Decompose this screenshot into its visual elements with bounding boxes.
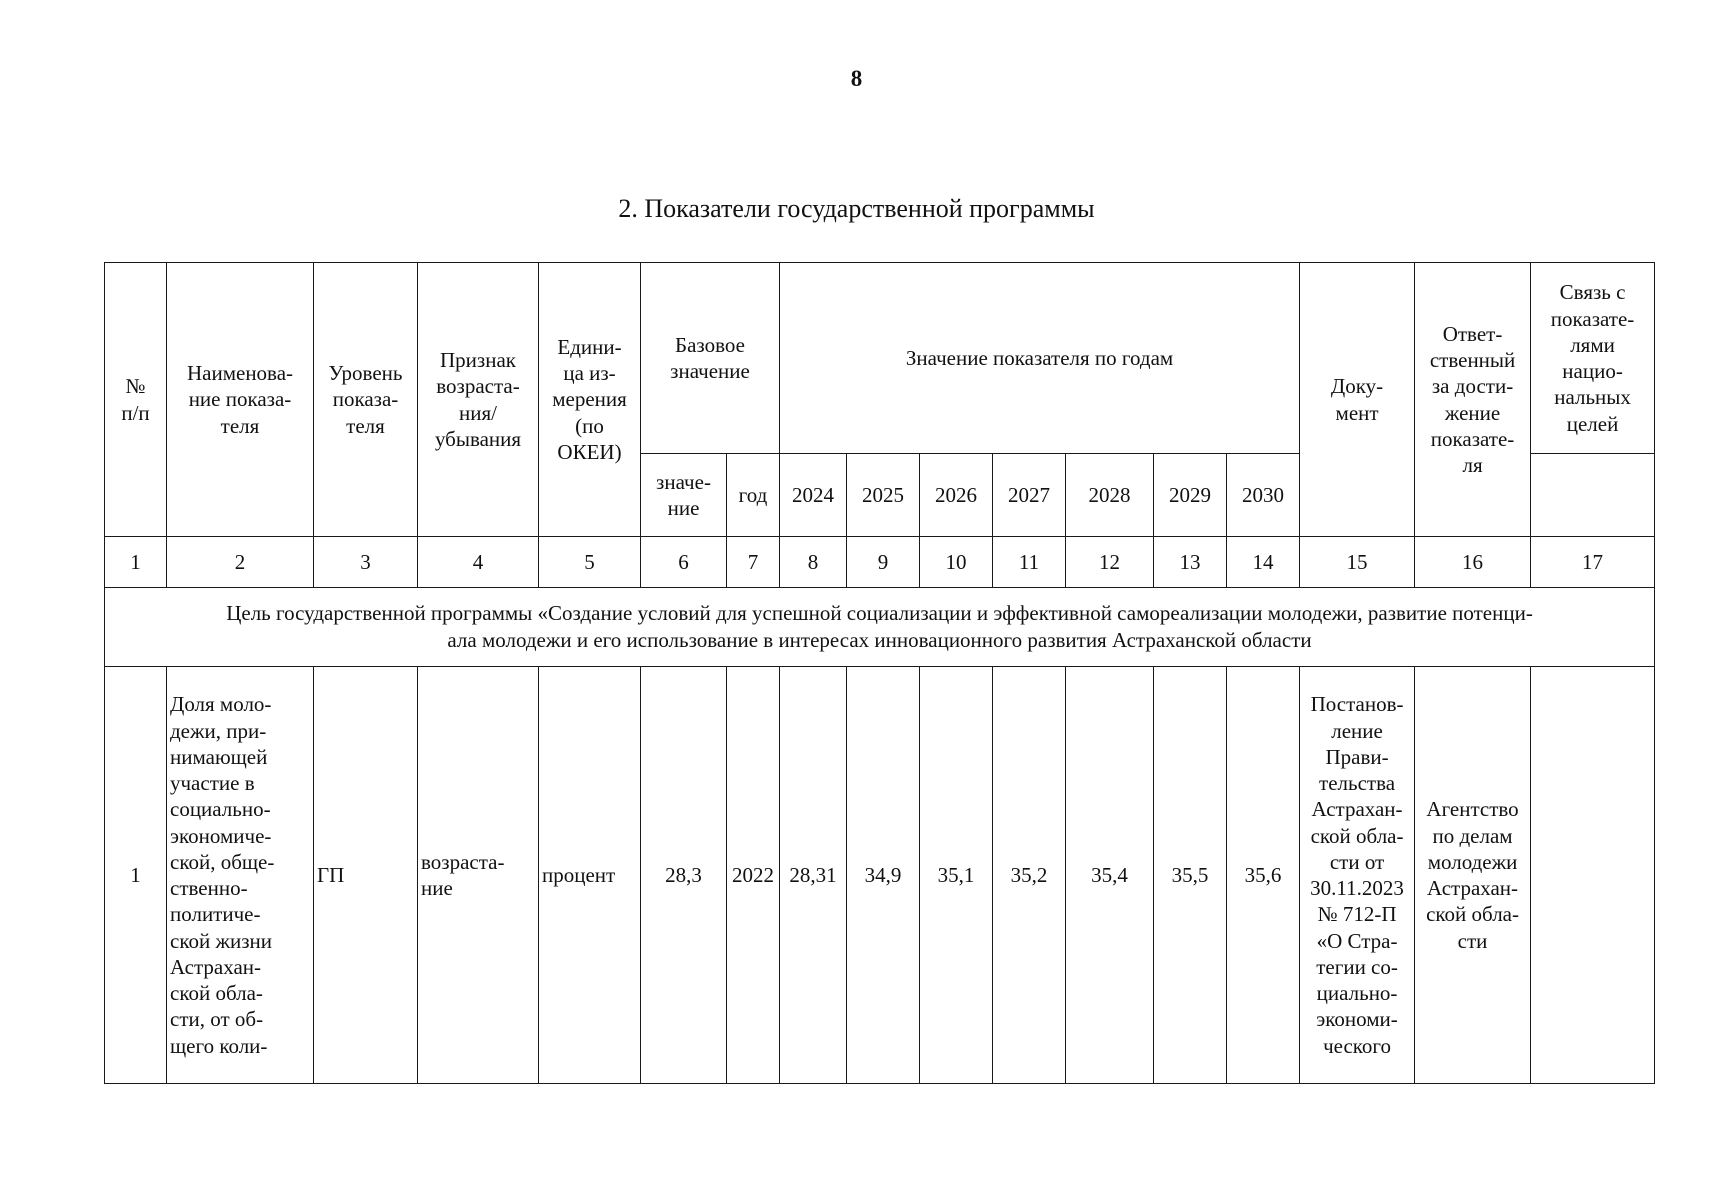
header-responsible: Ответ- ственный за дости- жение показате- ля	[1415, 263, 1531, 537]
page-number: 8	[850, 66, 863, 91]
column-number: 16	[1415, 537, 1531, 588]
header-name: Наименова- ние показа- теля	[167, 263, 314, 537]
row-value-year: 35,1	[920, 667, 993, 1084]
header-year: 2027	[993, 454, 1066, 537]
column-number: 2	[167, 537, 314, 588]
column-number: 6	[641, 537, 727, 588]
row-document: Постанов- ление Прави- тельства Астрахан- ской обла- сти от 30.11.2023 № 712-П «О Стра- тегии со- циально- экономи- ческого	[1300, 667, 1415, 1084]
column-number: 14	[1227, 537, 1300, 588]
row-indicator-name: Доля моло- дежи, при- нимающей участие в социально- экономиче- ской, обще- ственно- политиче- ской жизни Астрахан- ской обла- сти, от об- щего коли-	[167, 667, 314, 1084]
row-value-year: 28,31	[780, 667, 847, 1084]
column-number: 1	[105, 537, 167, 588]
goal-row	[105, 588, 1655, 667]
row-link	[1531, 667, 1655, 1084]
header-num: № п/п	[105, 263, 167, 537]
header-year: 2028	[1066, 454, 1154, 537]
row-responsible: Агентство по делам молодежи Астрахан- ской обла- сти	[1415, 667, 1531, 1084]
table-row	[105, 667, 1655, 1084]
header-base-value: значе- ние	[641, 454, 727, 537]
header-row	[105, 263, 1655, 454]
column-number: 12	[1066, 537, 1154, 588]
header-unit: Едини- ца из- мерения (по ОКЕИ)	[539, 263, 641, 537]
column-number: 17	[1531, 537, 1655, 588]
section-title: 2. Показатели государственной программы	[618, 194, 1095, 223]
row-value-year: 35,6	[1227, 667, 1300, 1084]
column-number: 15	[1300, 537, 1415, 588]
header-level: Уровень показа- теля	[314, 263, 418, 537]
row-base-value: 28,3	[641, 667, 727, 1084]
row-value-year: 35,5	[1154, 667, 1227, 1084]
row-num: 1	[105, 667, 167, 1084]
row-value-year: 35,4	[1066, 667, 1154, 1084]
header-year: 2025	[847, 454, 920, 537]
header-link: Связь с показате- лями нацио- нальных целей	[1531, 263, 1655, 454]
row-value-year: 34,9	[847, 667, 920, 1084]
header-base-year: год	[727, 454, 780, 537]
row-level: ГП	[314, 667, 418, 1084]
header-base: Базовое значение	[641, 263, 780, 454]
row-unit: процент	[539, 667, 641, 1084]
column-number: 7	[727, 537, 780, 588]
column-number: 4	[418, 537, 539, 588]
column-number: 13	[1154, 537, 1227, 588]
program-goal: Цель государственной программы «Создание условий для успешной социализации и эффективной самореализации молодежи, развитие потенци- ала молодежи и его использование в интересах инновационного развития Астраханской области	[105, 588, 1655, 667]
header-document: Доку- мент	[1300, 263, 1415, 537]
column-number: 9	[847, 537, 920, 588]
row-trend: возраста- ние	[418, 667, 539, 1084]
column-number: 10	[920, 537, 993, 588]
column-number: 3	[314, 537, 418, 588]
header-year: 2030	[1227, 454, 1300, 537]
row-value-year: 35,2	[993, 667, 1066, 1084]
header-year: 2024	[780, 454, 847, 537]
column-number-row	[105, 537, 1655, 588]
row-base-year: 2022	[727, 667, 780, 1084]
header-year: 2029	[1154, 454, 1227, 537]
column-number: 5	[539, 537, 641, 588]
column-number: 11	[993, 537, 1066, 588]
header-year: 2026	[920, 454, 993, 537]
header-link-empty	[1531, 454, 1655, 537]
column-number: 8	[780, 537, 847, 588]
indicators-table	[104, 262, 1655, 1084]
header-years-group: Значение показателя по годам	[780, 263, 1300, 454]
header-trend: Признак возраста- ния/ убывания	[418, 263, 539, 537]
